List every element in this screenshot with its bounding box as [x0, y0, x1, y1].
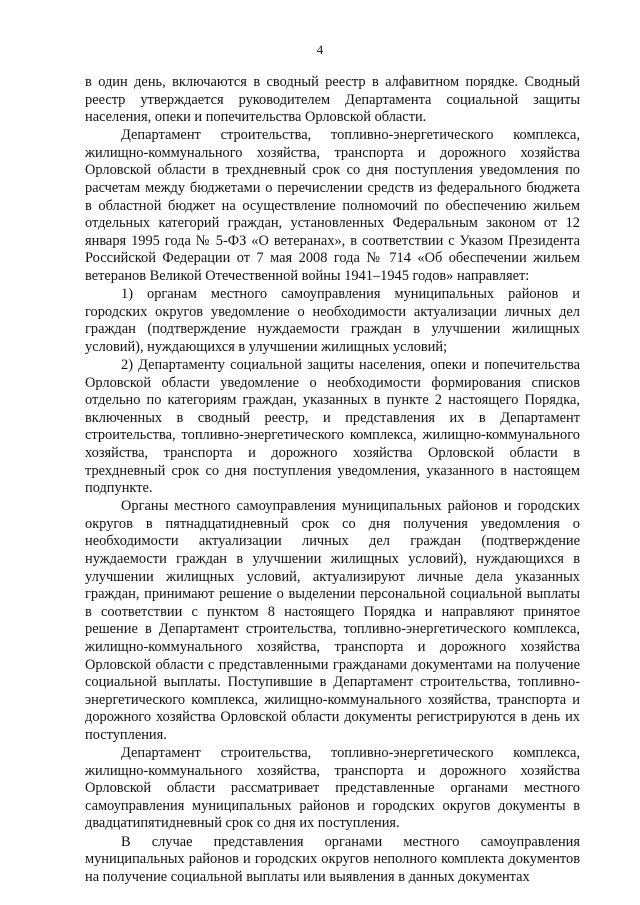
page-number: 4: [316, 42, 324, 57]
paragraph-local-authorities: Органы местного самоуправления муниципальных районов и городских округов в пятнадцатидневный срок со дня получения уведомления о необходимости актуализации личных дел граждан (подтверждение нуждаемости граждан в улучшении жилищных условий), нуждающихся в улучшении жилищных условий, актуализируют личные дела указанных граждан, принимают решение о выделении персональной социальной выплаты в соответствии с пунктом 8 настоящего Порядка и направляют принятое решение в Департамент строительства, топливно-энергетического комплекса, жилищно-коммунального хозяйства, транспорта и дорожного хозяйства Орловской области с представленными гражданами документами на получение социальной выплаты. Поступившие в Департамент строительства, топливно-энергетического комплекса, жилищно-коммунального хозяйства, транспорта и дорожного хозяйства Орловской области документы регистрируются в день их поступления.: [85, 498, 580, 743]
paragraph-item-1: 1) органам местного самоуправления муниципальных районов и городских округов уведомление о необходимости актуализации личных дел граждан (подтверждение нуждаемости граждан в улучшении жилищных условий), нуждающихся в улучшении жилищных условий;: [85, 286, 580, 355]
paragraph-department-notification: Департамент строительства, топливно-энергетического комплекса, жилищно-коммунального хозяйства, транспорта и дорожного хозяйства Орловской области в трехдневный срок со дня поступления уведомления по расчетам между бюджетами о перечислении средств из федерального бюджета в областной бюджет на осуществление полномочий по обеспечению жильем отдельных категорий граждан, установленных Федеральным законом от 12 января 1995 года № 5-ФЗ «О ветеранах», в соответствии с Указом Президента Российской Федерации от 7 мая 2008 года № 714 «Об обеспечении жильем ветеранов Великой Отечественной войны 1941–1945 годов» направляет:: [85, 127, 580, 285]
paragraph-department-review: Департамент строительства, топливно-энергетического комплекса, жилищно-коммунального хозяйства, транспорта и дорожного хозяйства Орловской области рассматривает представленные органами местного самоуправления муниципальных районов и городских округов документы в двадцатипятидневный срок со дня их поступления.: [85, 745, 580, 832]
document-body: [85, 74, 580, 887]
paragraph-item-2: 2) Департаменту социальной защиты населения, опеки и попечительства Орловской области уведомление о необходимости формирования списков отдельно по категориям граждан, указанных в пункте 2 настоящего Порядка, включенных в сводный реестр, и представления их в Департамент строительства, топливно-энергетического комплекса, жилищно-коммунального хозяйства, транспорта и дорожного хозяйства Орловской области в трехдневный срок со дня поступления уведомления, указанного в настоящем подпункте.: [85, 357, 580, 497]
paragraph-incomplete-documents: В случае представления органами местного самоуправления муниципальных районов и городских округов неполного комплекта документов на получение социальной выплаты или выявления в данных документах: [85, 833, 580, 885]
paragraph-continuation: в один день, включаются в сводный реестр в алфавитном порядке. Сводный реестр утверждается руководителем Департамента социальной защиты населения, опеки и попечительства Орловской области.: [85, 74, 580, 126]
